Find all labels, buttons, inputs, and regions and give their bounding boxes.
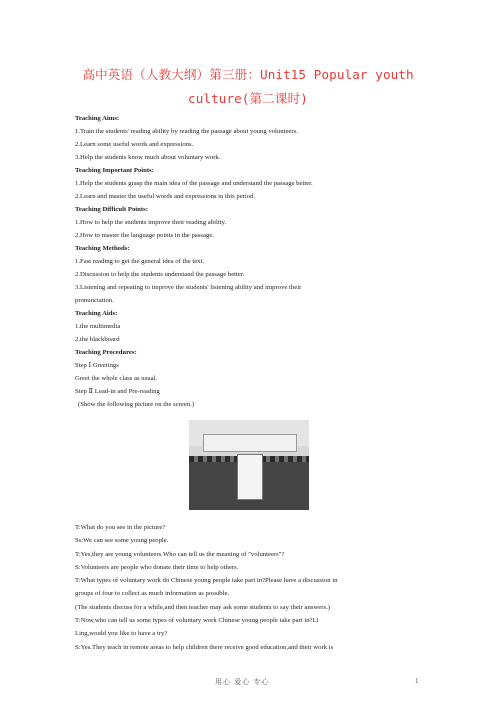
important-point-item: 1.Help the students grasp the main idea of the passage and understand the passage better. bbox=[75, 180, 313, 187]
greet-text: Greet the whole class as usual. bbox=[75, 375, 158, 382]
document-title bbox=[60, 63, 436, 111]
dialogue-line: T:What types of voluntary work do Chinese young people take part in?Please have a discussion in bbox=[75, 577, 338, 585]
aim-item: 2.Learn some useful words and expressions. bbox=[75, 141, 194, 148]
methods-heading: Teaching Methods: bbox=[75, 245, 130, 252]
difficult-point-item: 1.How to help the students improve their reading ability. bbox=[75, 219, 227, 226]
title-line-1: 高中英语（人教大纲）第三册：Unit15 Popular youth bbox=[82, 67, 414, 82]
dialogue-line: S:Volunteers are people who donate their time to help others. bbox=[75, 563, 239, 571]
dialogue-line: T:What do you see in the picture? bbox=[75, 524, 166, 531]
aim-item: 1.Train the students' reading ability by reading the passage about young volunteers. bbox=[75, 128, 298, 135]
title-line-2: culture(第二课时) bbox=[188, 91, 308, 106]
method-item: 2.Discussion to help the students understand the passage better. bbox=[75, 271, 245, 278]
dialogue-line: Ss:We can see some young people. bbox=[75, 537, 169, 545]
important-point-item: 2.Learn and master the useful words and expressions in this period. bbox=[75, 193, 256, 200]
step-2: Step Ⅱ Lead-in and Pre-reading bbox=[75, 388, 160, 395]
aid-item: 1.the multimedia bbox=[75, 323, 121, 330]
aids-heading: Teaching Aids: bbox=[75, 310, 118, 317]
dialogue-line: Ling,would you like to have a try? bbox=[75, 630, 168, 638]
show-picture-note: (Show the following picture on the screen.) bbox=[78, 401, 195, 408]
difficult-points-heading: Teaching Difficult Points: bbox=[75, 206, 148, 213]
volunteers-photo bbox=[189, 420, 309, 510]
method-item: 1.Fast reading to get the general idea of the text. bbox=[75, 258, 205, 265]
important-points-heading: Teaching Important Points: bbox=[75, 167, 154, 174]
step-1: Step Ⅰ Greetings bbox=[75, 362, 119, 369]
footer-text: 用心 爱心 专心 bbox=[215, 678, 270, 686]
method-item: 3.Listening and repeating to improve the students' listening ability and improve their bbox=[75, 284, 302, 291]
dialogue-line: groups of four to collect as much information as possible. bbox=[75, 590, 230, 598]
procedures-heading: Teaching Procedures: bbox=[75, 349, 137, 356]
dialogue-line: T:Now,who can tell us some types of voluntary work Chinese young people take part in?Li bbox=[75, 617, 319, 625]
difficult-point-item: 2.How to master the language points in the passage. bbox=[75, 232, 214, 239]
document-body bbox=[75, 112, 423, 654]
teaching-aims-heading: Teaching Aims: bbox=[75, 115, 120, 122]
dialogue-line: (The students discuss for a while,and then teacher may ask some students to say their answers.) bbox=[75, 603, 330, 611]
page-number: 1 bbox=[415, 677, 419, 685]
aid-item: 2.the blackboard bbox=[75, 336, 120, 343]
dialogue-line: T:Yes,they are young volunteers.Who can tell us the meaning of "volunteers"? bbox=[75, 550, 285, 558]
aim-item: 3.Help the students know much about voluntary work. bbox=[75, 154, 221, 161]
method-item: pronunciation. bbox=[75, 297, 114, 304]
dialogue-line: S:Yes.They teach in remote areas to help children there receive good education,and their work is bbox=[75, 643, 334, 651]
